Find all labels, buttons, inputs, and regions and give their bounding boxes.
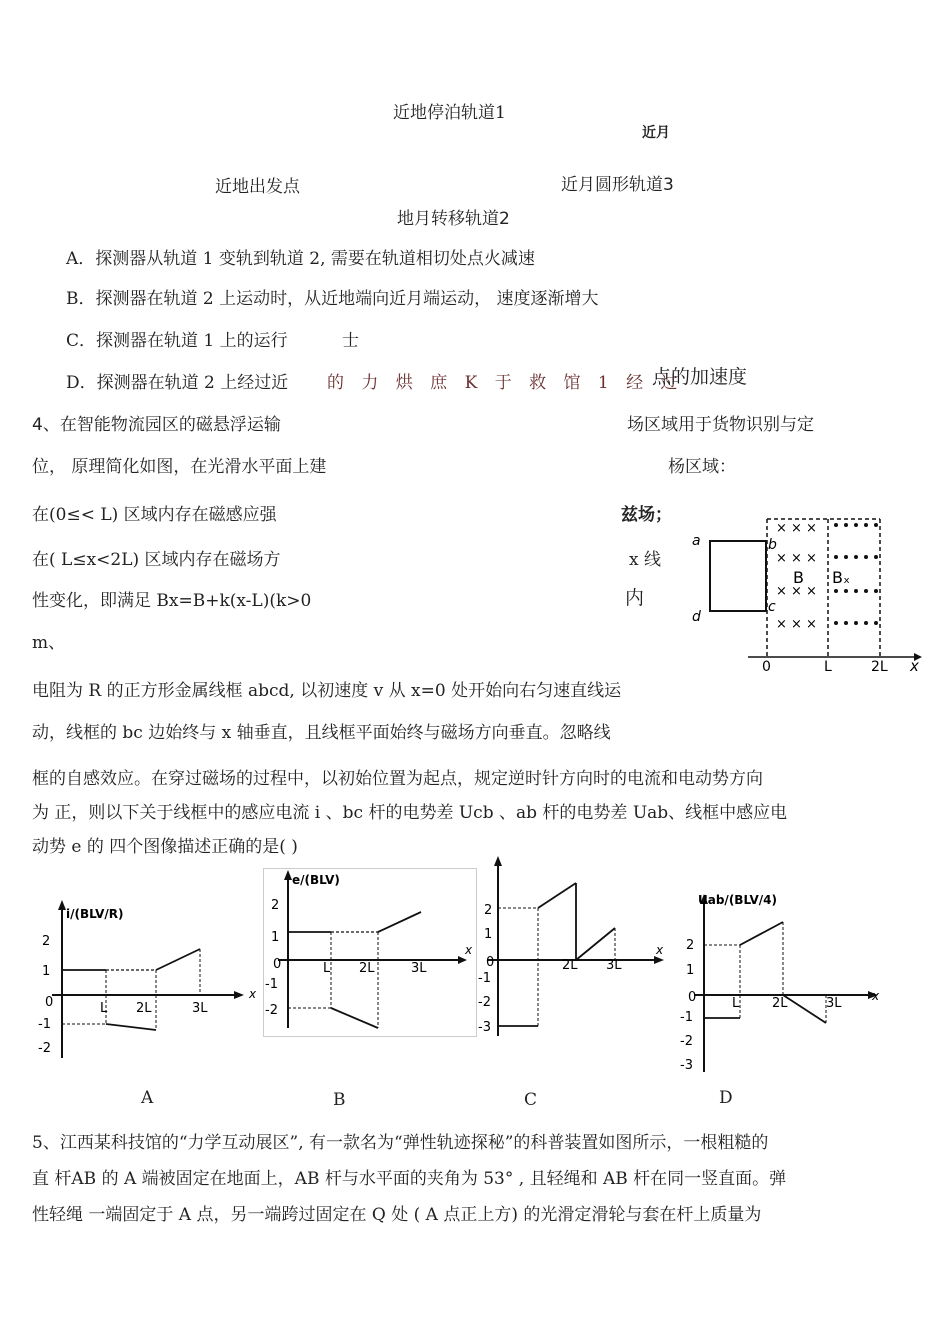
y-tick: 1 xyxy=(484,927,493,942)
orbit-label-transfer: 地月转移轨道2 xyxy=(397,209,510,229)
field-label-b: B xyxy=(793,568,804,587)
y-tick: 2 xyxy=(271,898,280,913)
q5-para-1: 5、江西某科技馆的“力学互动展区”, 有一款名为“弹性轨迹探秘”的科普装置如图所示，一根粗糙的 xyxy=(32,1133,769,1153)
q3-option-b: B．探测器在轨道 2 上运动时，从近地端向近月端运动， 速度逐渐增大 xyxy=(66,289,599,309)
y-tick: -2 xyxy=(478,995,491,1010)
x-tick: 3L xyxy=(192,1001,208,1016)
q4-line3-right: 兹场； xyxy=(621,505,672,525)
q5-para-3: 性轻绳 一端固定于 A 点，另一端跨过固定在 Q 处 ( A 点正上方) 的光滑定滑轮与套在杆上质量为 xyxy=(32,1205,762,1225)
field-label-bx: Bₓ xyxy=(832,568,851,587)
y-tick: -2 xyxy=(680,1034,693,1049)
y-tick: 1 xyxy=(42,964,51,979)
graph-c-caption: C xyxy=(524,1090,538,1110)
q4-line4-right: x 线 xyxy=(629,550,661,570)
y-tick: -2 xyxy=(38,1041,51,1056)
q4-line5-left: 性变化，即满足 Bx=B+k(x-L)(k>0 xyxy=(32,591,312,611)
x-tick: 3L xyxy=(606,958,622,973)
x-tick: L xyxy=(732,996,740,1011)
x-tick: 2L xyxy=(136,1001,152,1016)
q3-option-c-tail: 士 xyxy=(342,331,359,351)
frame-label-a: a xyxy=(692,533,701,549)
y-tick: 0 xyxy=(688,990,697,1005)
graph-d-ylabel: Uab/(BLV/4) xyxy=(698,893,777,907)
wire-frame xyxy=(710,541,766,611)
q5-para-2: 直 杆AB 的 A 端被固定在地面上，AB 杆与水平面的夹角为 53° , 且轻绳和 AB 杆在同一竖直面。弹 xyxy=(32,1169,787,1189)
y-tick: -1 xyxy=(680,1010,693,1025)
q4-para-4: 为 正，则以下关于线框中的感应电流 i 、bc 杆的电势差 Ucb 、ab 杆的电势差 Uab、线框中感应电 xyxy=(32,803,788,823)
axis-label-x: x xyxy=(910,657,919,675)
y-tick: -3 xyxy=(478,1020,491,1035)
x-tick: 3L xyxy=(826,996,842,1011)
cross-row: × × × xyxy=(776,551,817,566)
y-tick: 2 xyxy=(42,934,51,949)
axis-label-2l: 2L xyxy=(871,659,888,675)
q4-line1-left: 4、在智能物流园区的磁悬浮运输 xyxy=(32,415,281,435)
y-tick: 1 xyxy=(271,930,280,945)
q3-option-d-tail: 点的加速度 xyxy=(652,366,748,388)
graph-d-caption: D xyxy=(719,1088,733,1108)
y-tick: 0 xyxy=(45,995,54,1010)
x-tick: L xyxy=(100,1001,108,1016)
frame-label-d: d xyxy=(692,609,701,625)
magnetic-field-figure xyxy=(688,515,928,675)
graph-b-caption: B xyxy=(333,1090,346,1110)
graph-d-xlabel: x xyxy=(872,989,880,1003)
x-tick: 2L xyxy=(359,961,375,976)
q4-para-1: 电阻为 R 的正方形金属线框 abcd, 以初速度 v 从 x=0 处开始向右匀速直线运 xyxy=(32,681,622,701)
y-tick: -1 xyxy=(478,971,491,986)
q3-option-d-garbled: 的 力 烘 庶 K 于 救 馆 1 经 过 xyxy=(327,373,684,393)
q4-para-2: 动，线框的 bc 边始终与 x 轴垂直，且线框平面始终与磁场方向垂直。忽略线 xyxy=(32,723,611,743)
x-tick: 2L xyxy=(772,996,788,1011)
x-tick: L xyxy=(323,961,331,976)
y-tick: 2 xyxy=(484,903,493,918)
x-tick: 3L xyxy=(411,961,427,976)
graph-c xyxy=(478,856,673,1041)
q4-para-5: 动势 e 的 四个图像描述正确的是( ) xyxy=(32,837,298,857)
y-tick: 0 xyxy=(273,957,282,972)
q4-line6: m、 xyxy=(32,633,66,653)
y-tick: -1 xyxy=(265,977,278,992)
graph-a-caption: A xyxy=(141,1088,154,1108)
cross-row: × × × xyxy=(776,521,817,536)
q4-line4-left: 在( L≤x<2L) 区域内存在磁场方 xyxy=(32,550,281,570)
q3-option-c: C．探测器在轨道 1 上的运行 xyxy=(66,331,288,351)
graph-a-xlabel: x xyxy=(249,987,257,1001)
axis-label-l: L xyxy=(824,659,832,675)
axis-label-0: 0 xyxy=(762,659,771,675)
graph-d xyxy=(674,890,889,1075)
y-tick: -1 xyxy=(38,1017,51,1032)
y-tick: 0 xyxy=(486,955,495,970)
orbit-label-lunar-circular: 近月圆形轨道3 xyxy=(561,175,674,195)
q4-line3-left: 在(0≤< L) 区域内存在磁感应强 xyxy=(32,505,277,525)
graph-b xyxy=(263,868,478,1038)
graph-c-xlabel: x xyxy=(656,943,664,957)
y-tick: 2 xyxy=(686,938,695,953)
graph-a-ylabel: i/(BLV/R) xyxy=(66,907,124,921)
q3-option-d: D．探测器在轨道 2 上经过近 xyxy=(66,373,289,393)
orbit-label-near-moon: 近月 xyxy=(642,125,670,141)
frame-label-b: b xyxy=(768,537,777,553)
cross-row: × × × xyxy=(776,584,817,599)
q4-para-3: 框的自感效应。在穿过磁场的过程中，以初始位置为起点，规定逆时针方向时的电流和电动势方向 xyxy=(32,769,763,789)
frame-label-c: c xyxy=(768,599,776,615)
cross-row: × × × xyxy=(776,617,817,632)
graph-b-xlabel: x xyxy=(465,943,473,957)
y-tick: -2 xyxy=(265,1003,278,1018)
orbit-label-parking: 近地停泊轨道1 xyxy=(393,103,506,123)
q4-line2-right: 杨区域： xyxy=(668,457,736,477)
q4-line1-right: 场区域用于货物识别与定 xyxy=(627,415,814,435)
y-tick: 1 xyxy=(686,963,695,978)
q4-line5-right: 内 xyxy=(625,587,645,609)
q3-option-a: A．探测器从轨道 1 变轨到轨道 2, 需要在轨道相切处点火减速 xyxy=(66,249,535,269)
q4-line2-left: 位， 原理简化如图，在光滑水平面上建 xyxy=(32,457,327,477)
graph-a xyxy=(30,898,257,1068)
x-tick: 2L xyxy=(562,958,578,973)
y-tick: -3 xyxy=(680,1058,693,1073)
graph-b-ylabel: e/(BLV) xyxy=(292,873,340,887)
orbit-label-departure: 近地出发点 xyxy=(215,177,300,197)
